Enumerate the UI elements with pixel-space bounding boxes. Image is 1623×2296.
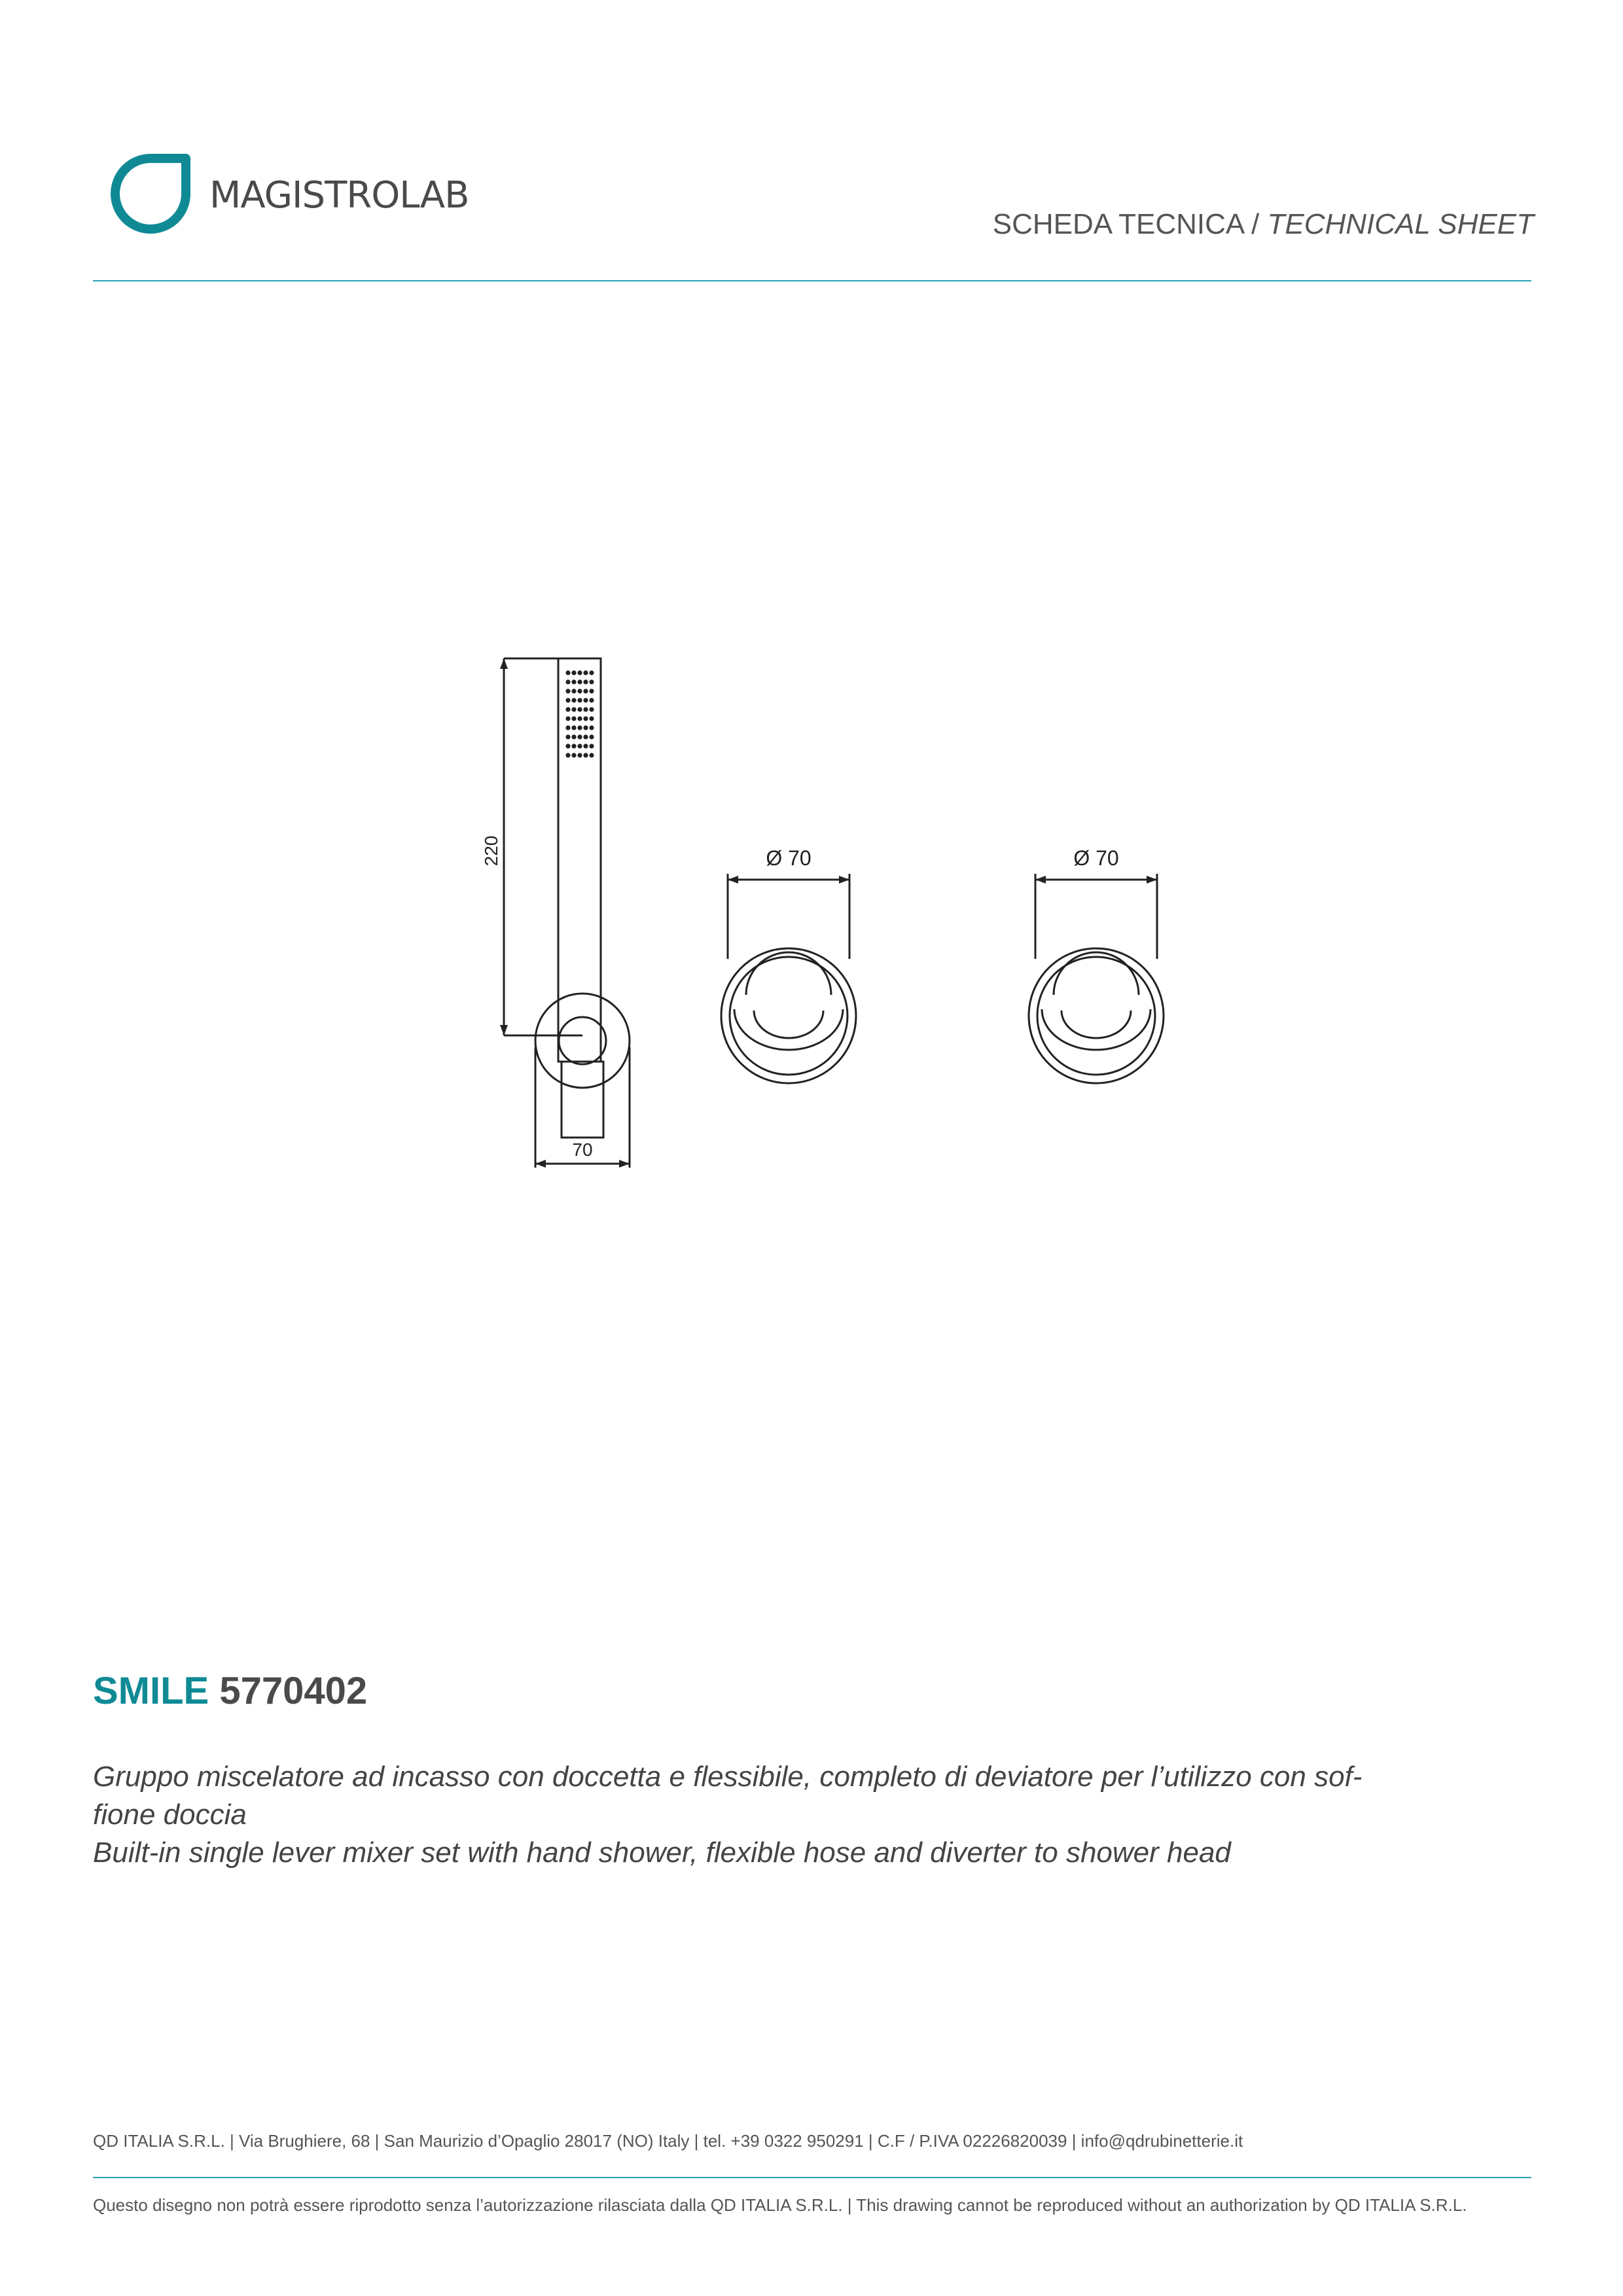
nozzle-dot — [565, 698, 570, 702]
brand-wordmark: MAGISTROLAB — [209, 174, 469, 217]
nozzle-dot — [589, 725, 594, 730]
nozzle-dot — [571, 744, 576, 748]
mixer-control-2 — [1029, 874, 1164, 1083]
sheet-title-en: TECHNICAL SHEET — [1267, 208, 1534, 240]
nozzle-dot — [571, 670, 576, 675]
nozzle-dot — [577, 734, 582, 739]
nozzle-dot — [565, 679, 570, 684]
nozzle-dot — [571, 689, 576, 693]
nozzle-dot — [577, 707, 582, 711]
nozzle-dot — [589, 734, 594, 739]
nozzle-dot — [577, 670, 582, 675]
product-code: 5770402 — [219, 1670, 368, 1712]
nozzle-dot — [589, 716, 594, 721]
nozzle-dot — [565, 753, 570, 757]
nozzle-dot — [583, 670, 588, 675]
technical-drawing — [458, 628, 1211, 1191]
description-italian-line-2: fione doccia — [93, 1799, 247, 1831]
description-english: Built-in single lever mixer set with hand shower, flexible hose and diverter to shower head — [93, 1837, 1231, 1869]
nozzle-dot — [577, 698, 582, 702]
nozzle-dot — [577, 716, 582, 721]
nozzle-dot — [565, 670, 570, 675]
nozzle-dot — [571, 698, 576, 702]
footer-divider — [93, 2177, 1531, 2178]
product-name: SMILE — [93, 1670, 209, 1712]
nozzle-dot — [565, 707, 570, 711]
nozzle-dot — [589, 670, 594, 675]
nozzle-dot — [565, 744, 570, 748]
nozzle-dot — [589, 753, 594, 757]
nozzle-dot — [565, 716, 570, 721]
sheet-title-it: SCHEDA TECNICA — [992, 208, 1243, 240]
nozzle-dot — [589, 679, 594, 684]
shower-holder-stem — [562, 1062, 603, 1138]
width-dimension-label: 70 — [572, 1139, 593, 1160]
footer-disclaimer: Questo disegno non potrà essere riprodotto senza l’autorizzazione rilasciata dalla QD ITALIA S.R.L. | This drawing cannot be reproduced without an authorization by QD ITALIA S.R.L. — [93, 2195, 1467, 2215]
nozzle-dot — [583, 725, 588, 730]
sheet-title — [993, 208, 1534, 241]
nozzle-dot — [577, 744, 582, 748]
spray-nozzles — [565, 670, 594, 757]
nozzle-dot — [571, 679, 576, 684]
brand-logo — [105, 149, 497, 241]
diameter-label-2: Ø 70 — [1073, 846, 1119, 870]
sheet-title-separator: / — [1243, 208, 1268, 240]
nozzle-dot — [583, 698, 588, 702]
nozzle-dot — [577, 689, 582, 693]
product-title — [93, 1669, 367, 1713]
nozzle-dot — [565, 734, 570, 739]
description-italian — [93, 1758, 1531, 1834]
nozzle-dot — [583, 716, 588, 721]
nozzle-dot — [571, 753, 576, 757]
header-divider — [93, 280, 1531, 281]
nozzle-dot — [583, 744, 588, 748]
mixer-control-1 — [721, 874, 856, 1083]
nozzle-dot — [589, 707, 594, 711]
drop-logo-icon — [105, 149, 196, 241]
nozzle-dot — [583, 707, 588, 711]
diameter-label-1: Ø 70 — [766, 846, 812, 870]
nozzle-dot — [583, 689, 588, 693]
nozzle-dot — [589, 744, 594, 748]
nozzle-dot — [571, 707, 576, 711]
nozzle-dot — [571, 725, 576, 730]
nozzle-dot — [571, 716, 576, 721]
nozzle-dot — [577, 725, 582, 730]
nozzle-dot — [589, 689, 594, 693]
nozzle-dot — [583, 679, 588, 684]
nozzle-dot — [571, 734, 576, 739]
height-dimension-label: 220 — [481, 835, 501, 867]
nozzle-dot — [565, 725, 570, 730]
shower-holder-knob — [559, 1017, 606, 1064]
nozzle-dot — [589, 698, 594, 702]
nozzle-dot — [565, 689, 570, 693]
nozzle-dot — [583, 734, 588, 739]
nozzle-dot — [577, 679, 582, 684]
footer-address: QD ITALIA S.R.L. | Via Brughiere, 68 | San Maurizio d’Opaglio 28017 (NO) Italy | tel. +39 0322 950291 | C.F / P.IVA 02226820039 | info@qdrubinetterie.it — [93, 2131, 1243, 2151]
description-italian-line-1: Gruppo miscelatore ad incasso con doccetta e flessibile, completo di deviatore per l’utilizzo con sof- — [93, 1761, 1363, 1793]
shower-holder-plate — [535, 994, 630, 1088]
nozzle-dot — [583, 753, 588, 757]
nozzle-dot — [577, 753, 582, 757]
